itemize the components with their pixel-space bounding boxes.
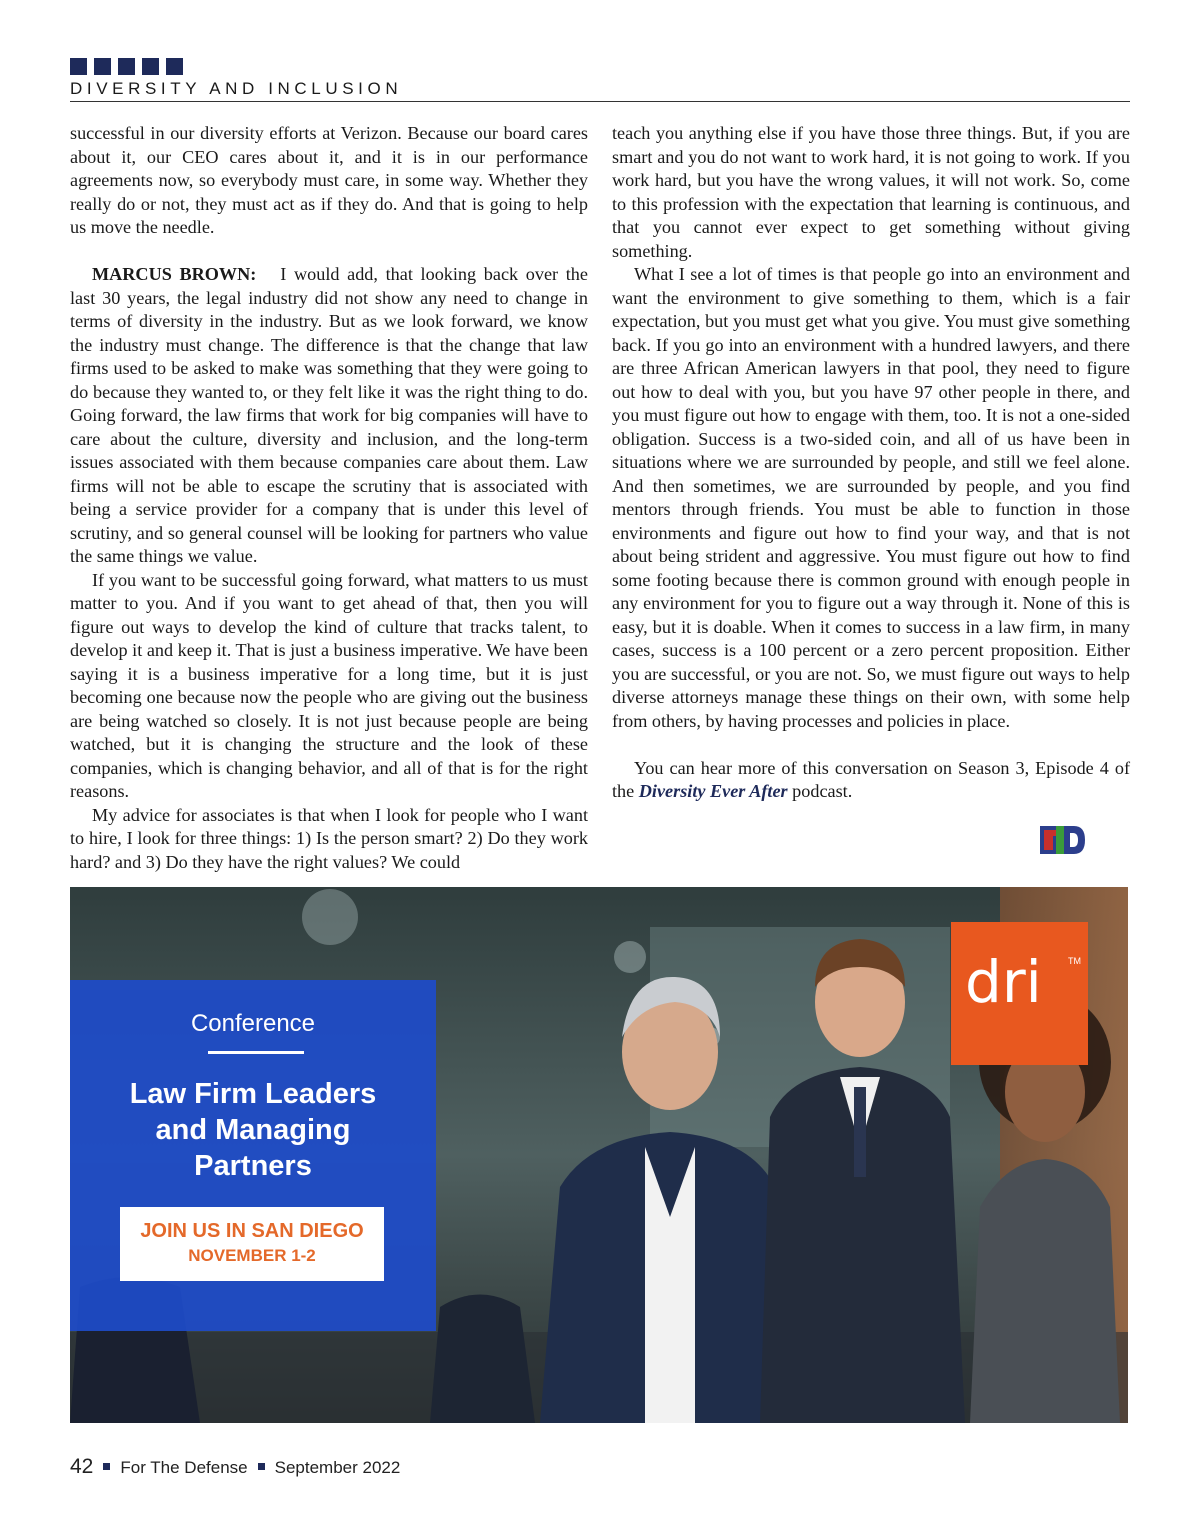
ad-cta-dates: NOVEMBER 1-2 bbox=[188, 1246, 316, 1265]
dri-logo-trademark: TM bbox=[1068, 956, 1081, 966]
article-right-column bbox=[612, 122, 1130, 804]
ad-info-panel bbox=[70, 980, 436, 1331]
publication-name: For The Defense bbox=[120, 1458, 248, 1477]
ad-kicker: Conference bbox=[190, 1010, 316, 1037]
closing-text: You can hear more of this conversation on Season 3, Episode 4 of the bbox=[612, 757, 1130, 801]
article-paragraph: My advice for associates is that when I look for people who I want to hire, I look for three things: 1) Is the person smart? 2) Do they work hard? and 3) Do they have the right values? We could bbox=[70, 804, 588, 872]
closing-text-end: podcast. bbox=[787, 781, 853, 801]
article-paragraph: What I see a lot of times is that people go into an environment and want the environment to give something to them, which is a fair expectation, but you must get what you give. You must give something back. If you go into an environment with a hundred lawyers, and there are three African American lawyers in that pool, they need to figure out how to deal with you, but you have 97 other people in there, and you must figure out how to engage with them, too. It is not a one-sided obligation. Success is a two-sided coin, and all of us have been in situations where we are surrounded by people, and still we feel alone. And then sometimes, we are surrounded by people, and you find mentors through friends. You must be able to function in those environments and figure out how to find your way, and that is not about being strident and aggressive. You must figure out how to find some footing because there is common ground with enough people in any environment for you to figure out a way through it. None of this is easy, but it is doable. When it comes to success in a law firm, in many cases, success is a 100 percent or a zero percent proposition. Either you are successful, or you are not. So, we must figure out ways to help diverse attorneys manage these things on their own, with some help from others, by having processes and policies in place. bbox=[612, 264, 1130, 731]
header-divider bbox=[70, 101, 1130, 102]
section-title: DIVERSITY AND INCLUSION bbox=[70, 79, 403, 98]
speaker-text: I would add, that looking back over the last 30 years, the legal industry did not show any need to change in terms of diversity in the industry. But as we look forward, we know the industry must change. The difference is that the change that law firms used to be asked to make was something that they were going to do because they wanted to, or they felt like it was the right thing to do. Going forward, the law firms that work for big companies will have to care about the culture, diversity and inclusion, and the long-term issues associated with them because companies care about them. Law firms will not be able to escape the scrutiny that is associated with being a service provider for a company that is under this level of scrutiny, and so general counsel will be looking for partners who value the same things we value. bbox=[70, 264, 588, 566]
ad-headline bbox=[70, 1076, 436, 1184]
ad-headline-line: and Managing bbox=[155, 1114, 351, 1146]
article-left-column bbox=[70, 122, 588, 874]
dri-logo bbox=[951, 922, 1088, 1065]
section-squares-decoration bbox=[70, 58, 1130, 75]
article-paragraph-speaker bbox=[70, 263, 588, 569]
ad-cta-box[interactable] bbox=[120, 1207, 384, 1281]
speaker-name: MARCUS BROWN: bbox=[92, 264, 257, 284]
ad-headline-line: Law Firm Leaders bbox=[129, 1078, 377, 1110]
dri-logo-text: dri bbox=[965, 948, 1042, 1016]
ad-cta-location: JOIN US IN SAN DIEGO bbox=[140, 1220, 364, 1242]
ad-kicker-underline bbox=[208, 1051, 304, 1054]
footer-separator bbox=[103, 1463, 110, 1470]
closing-paragraph bbox=[612, 757, 1130, 804]
conference-advertisement[interactable] bbox=[70, 887, 1128, 1423]
ftd-end-mark-icon bbox=[1040, 824, 1086, 856]
section-header bbox=[70, 58, 1130, 102]
article-paragraph: If you want to be successful going forward, what matters to us must matter to you. And if you want to get ahead of that, then you will figure out ways to develop the kind of culture that tracks talent, to develop it and keep it. That is just a business imperative. We have been saying it is a business imperative for a long time, but it is just becoming one because now the people who are giving out the business are being watched so closely. It is not just because people are being watched, but it is changing the structure and the look of these companies, which is changing behavior, and all of that is for the right reasons. bbox=[70, 569, 588, 801]
issue-date: September 2022 bbox=[274, 1458, 401, 1477]
article-paragraph: successful in our diversity efforts at Verizon. Because our board cares about it, our CEO cares about it, and it is in our performance agreements now, so everybody must care, in some way. Whether they really do or not, they must act as if they do. And that is going to help us move the needle. bbox=[70, 123, 588, 237]
ad-headline-line: Partners bbox=[194, 1150, 312, 1182]
page-footer bbox=[70, 1455, 400, 1479]
podcast-title: Diversity Ever After bbox=[638, 781, 788, 801]
article-paragraph: teach you anything else if you have those three things. But, if you are smart and you do not want to work hard, it is not going to work. If you work hard, but you have the wrong values, it will not work. So, come to this profession with the expectation that learning is continuous, and that you cannot ever expect to get something without giving something. bbox=[612, 123, 1130, 261]
footer-separator bbox=[258, 1463, 265, 1470]
page-number: 42 bbox=[70, 1455, 94, 1478]
